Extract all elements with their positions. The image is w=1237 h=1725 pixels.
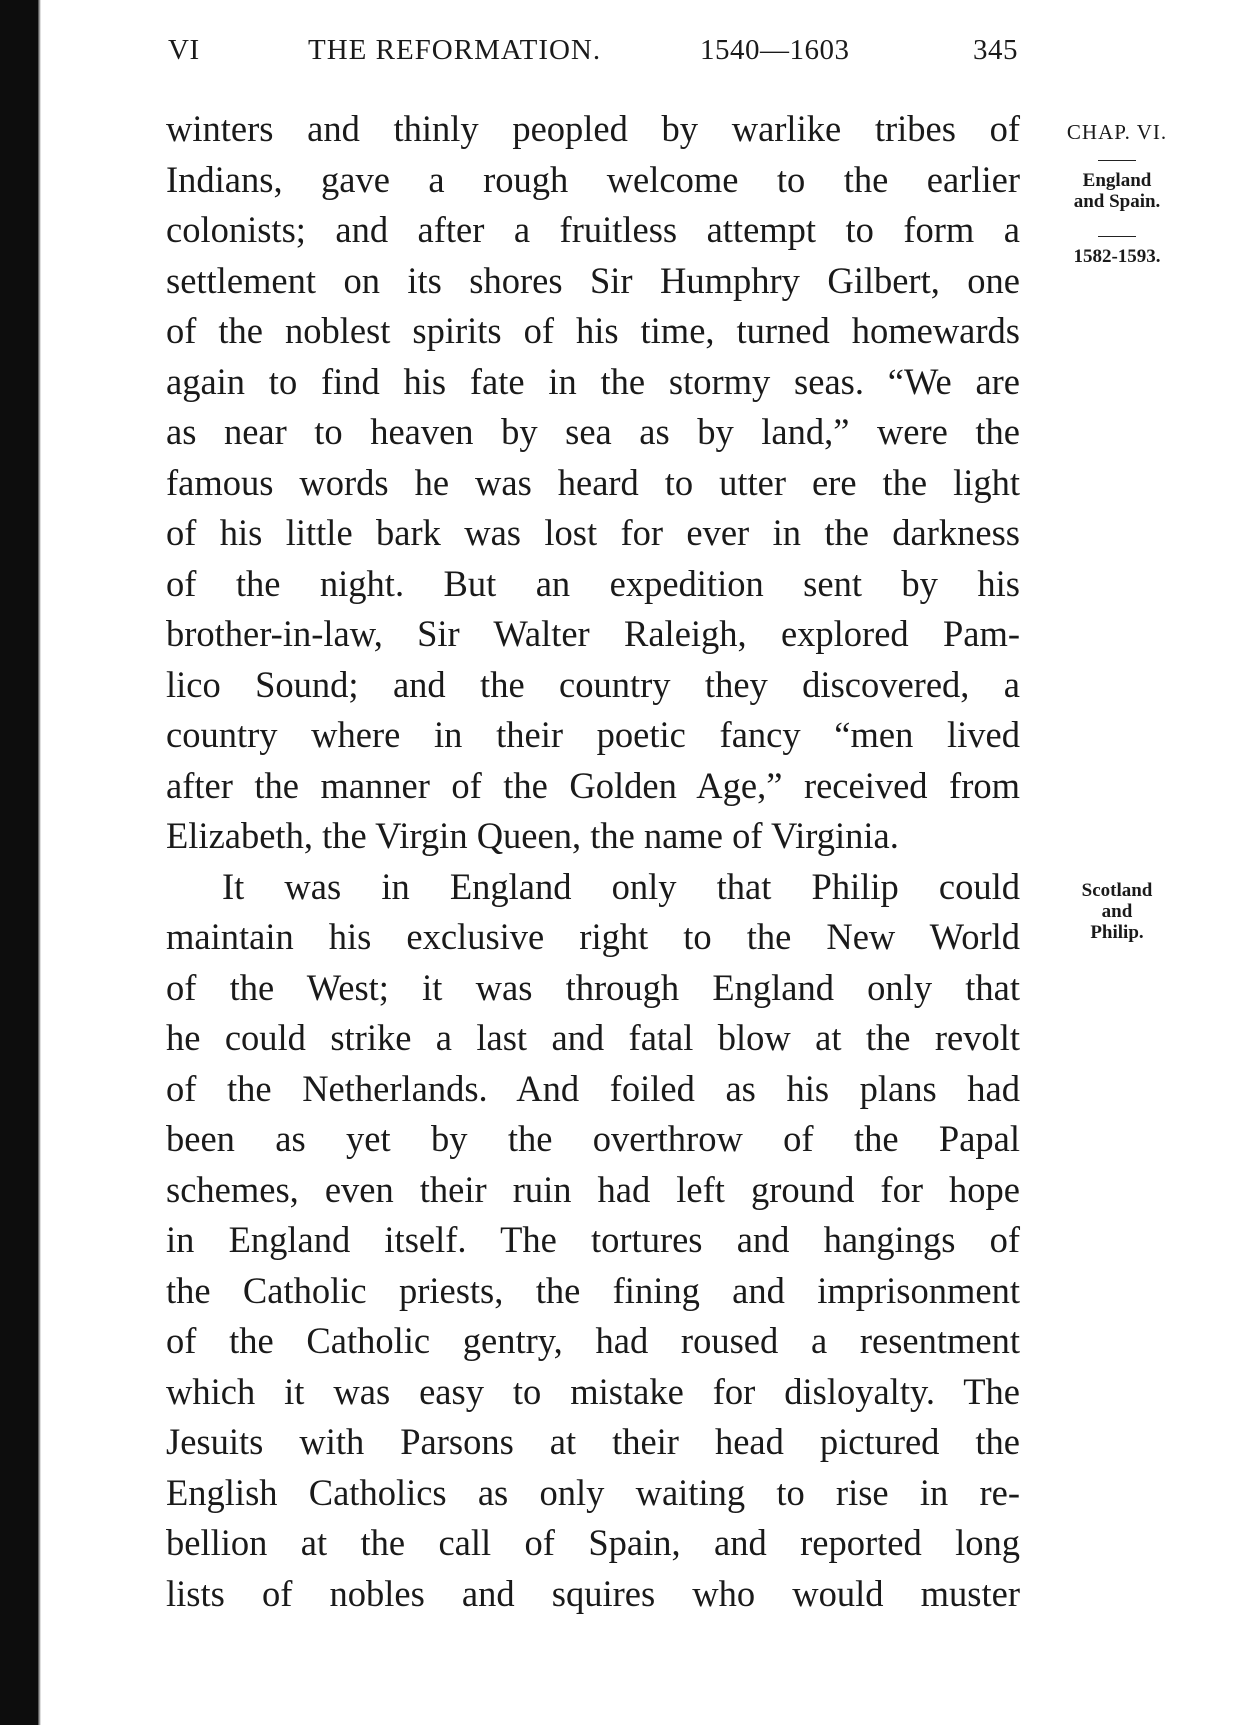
- margin-note-line: Philip.: [1090, 922, 1144, 943]
- text-line: lists of nobles and squires who would muster: [166, 1572, 1020, 1614]
- text-line: of the Netherlands. And foiled as his plans had: [166, 1067, 1020, 1109]
- text-line-paragraph-end: Elizabeth, the Virgin Queen, the name of Virginia.: [166, 815, 899, 856]
- book-spine-shadow: [0, 0, 40, 1725]
- margin-note-dates: 1582-1593.: [1073, 246, 1161, 267]
- text-line: of his little bark was lost for ever in the darkness: [166, 512, 1020, 553]
- text-line: bellion at the call of Spain, and reported long: [166, 1522, 1020, 1563]
- text-line: settlement on its shores Sir Humphry Gilbert, one: [166, 259, 1020, 301]
- text-line: he could strike a last and fatal blow at the revolt: [166, 1017, 1020, 1058]
- text-line: the Catholic priests, the fining and imprisonment: [166, 1269, 1020, 1311]
- text-line: of the West; it was through England only that: [166, 966, 1020, 1008]
- text-line-paragraph-start: It was in England only that Philip could: [222, 865, 1020, 907]
- text-line: Indians, gave a rough welcome to the earlier: [166, 158, 1020, 200]
- spine-edge: [38, 0, 41, 1725]
- text-line: winters and thinly peopled by warlike tribes of: [166, 108, 1020, 149]
- margin-note-england-spain: [1022, 170, 1212, 212]
- margin-note-line: and: [1101, 901, 1133, 922]
- running-head-chapter: VI: [168, 34, 200, 66]
- body-text: [166, 104, 1020, 1619]
- margin-rule: [1098, 236, 1136, 237]
- text-line: English Catholics as only waiting to rise in re-: [166, 1471, 1020, 1513]
- text-line: which it was easy to mistake for disloyalty. The: [166, 1370, 1020, 1412]
- text-line: colonists; and after a fruitless attempt to form a: [166, 209, 1020, 250]
- text-line: lico Sound; and the country they discovered, a: [166, 663, 1020, 705]
- margin-note-line: England: [1082, 170, 1152, 191]
- text-line: as near to heaven by sea as by land,” were the: [166, 411, 1020, 452]
- text-line: of the noblest spirits of his time, turned homewards: [166, 310, 1020, 351]
- text-line: of the night. But an expedition sent by his: [166, 562, 1020, 604]
- text-line: country where in their poetic fancy “men lived: [166, 714, 1020, 755]
- text-line: in England itself. The tortures and hangings of: [166, 1219, 1020, 1260]
- text-line: maintain his exclusive right to the New World: [166, 916, 1020, 957]
- margin-note-line: Scotland: [1081, 880, 1153, 901]
- running-head: [168, 34, 1018, 74]
- margin-note-chapter: CHAP. VI.: [1066, 120, 1168, 144]
- text-line: of the Catholic gentry, had roused a resentment: [166, 1320, 1020, 1361]
- text-line: schemes, even their ruin had left ground for hope: [166, 1168, 1020, 1210]
- text-line: brother-in-law, Sir Walter Raleigh, explored Pam-: [166, 613, 1020, 654]
- text-line: after the manner of the Golden Age,” received from: [166, 764, 1020, 806]
- text-line: famous words he was heard to utter ere the light: [166, 461, 1020, 503]
- page-number: 345: [973, 34, 1018, 66]
- text-line: been as yet by the overthrow of the Papal: [166, 1118, 1020, 1159]
- text-line: Jesuits with Parsons at their head pictured the: [166, 1421, 1020, 1462]
- margin-note-line: and Spain.: [1073, 191, 1161, 212]
- margin-rule: [1098, 160, 1136, 161]
- text-line: again to find his fate in the stormy seas. “We are: [166, 360, 1020, 402]
- margin-note-scotland-philip: [1022, 880, 1212, 943]
- running-head-title: THE REFORMATION.: [308, 34, 602, 66]
- running-head-dates: 1540—1603: [700, 34, 850, 66]
